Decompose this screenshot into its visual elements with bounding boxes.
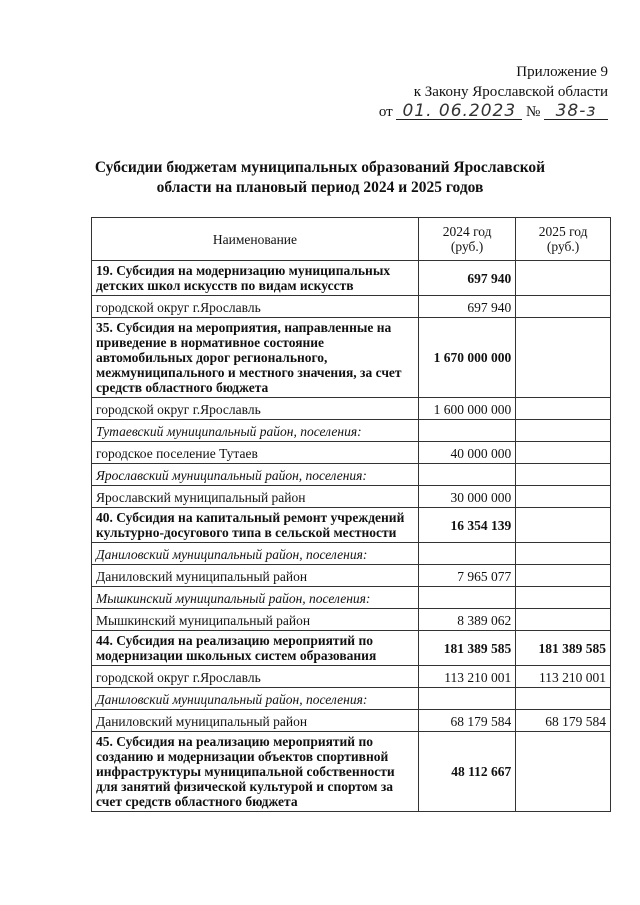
row-name-cell: 40. Субсидия на капитальный ремонт учреждений культурно-досугового типа в сельской местности [92, 508, 419, 543]
table-row-subsidy [92, 261, 611, 296]
col-header-2025-unit: (руб.) [546, 239, 580, 254]
number-sign: № [525, 104, 541, 120]
row-2025-cell: 68 179 584 [516, 710, 611, 732]
row-2025-cell: 113 210 001 [516, 666, 611, 688]
row-2025-cell [516, 587, 611, 609]
table-row-place [92, 565, 611, 587]
row-name-cell: Тутаевский муниципальный район, поселения: [92, 420, 419, 442]
row-name-cell: 35. Субсидия на мероприятия, направленные на приведение в нормативное состояние автомобильных дорог регионального, межмуниципального и местного значения, за счет средств областного бюджета [92, 318, 419, 398]
handwritten-date: 01. 06.2023 [396, 103, 522, 120]
col-header-2025 [516, 218, 611, 261]
row-name-cell: Мышкинский муниципальный район [92, 609, 419, 631]
table-row-place [92, 442, 611, 464]
table-row-region [92, 420, 611, 442]
row-name-cell: городской округ г.Ярославль [92, 398, 419, 420]
table-row-subsidy [92, 508, 611, 543]
appendix-label: Приложение 9 [516, 64, 608, 80]
appendix-header [368, 62, 608, 122]
table-row-place [92, 710, 611, 732]
row-name-cell: Даниловский муниципальный район [92, 565, 419, 587]
row-2024-cell: 40 000 000 [418, 442, 515, 464]
row-2025-cell [516, 486, 611, 508]
title-line-2: области на плановый период 2024 и 2025 годов [156, 179, 484, 196]
row-2025-cell [516, 543, 611, 565]
row-2024-cell [418, 587, 515, 609]
table-row-place [92, 666, 611, 688]
row-name-cell: 44. Субсидия на реализацию мероприятий по модернизации школьных систем образования [92, 631, 419, 666]
col-header-2024-year: 2024 год [442, 224, 492, 239]
row-2024-cell: 68 179 584 [418, 710, 515, 732]
table-row-place [92, 398, 611, 420]
row-2025-cell: 181 389 585 [516, 631, 611, 666]
subsidy-table [91, 217, 611, 812]
title-line-1: Субсидии бюджетам муниципальных образований Ярославской [94, 159, 546, 176]
row-2024-cell: 48 112 667 [418, 732, 515, 812]
table-row-place [92, 486, 611, 508]
row-2024-cell: 181 389 585 [418, 631, 515, 666]
row-2024-cell: 7 965 077 [418, 565, 515, 587]
table-row-region [92, 688, 611, 710]
row-2024-cell: 30 000 000 [418, 486, 515, 508]
col-header-2024-unit: (руб.) [450, 239, 484, 254]
row-name-cell: 45. Субсидия на реализацию мероприятий по созданию и модернизации объектов спортивной инфраструктуры муниципальной собственности для занятий физической культурой и спортом за счет средств областного бюджета [92, 732, 419, 812]
row-2024-cell: 113 210 001 [418, 666, 515, 688]
row-2024-cell: 1 600 000 000 [418, 398, 515, 420]
row-2025-cell [516, 318, 611, 398]
row-2025-cell [516, 508, 611, 543]
from-label: от [378, 104, 393, 120]
row-2024-cell [418, 688, 515, 710]
row-name-cell: Ярославский муниципальный район [92, 486, 419, 508]
row-name-cell: Мышкинский муниципальный район, поселения: [92, 587, 419, 609]
law-date-number-line [368, 102, 608, 122]
law-reference: к Закону Ярославской области [413, 84, 608, 100]
row-name-cell: городской округ г.Ярославль [92, 666, 419, 688]
row-2025-cell [516, 732, 611, 812]
table-header-row [92, 218, 611, 261]
row-2025-cell [516, 688, 611, 710]
row-2025-cell [516, 609, 611, 631]
row-2024-cell: 697 940 [418, 261, 515, 296]
row-2024-cell: 16 354 139 [418, 508, 515, 543]
table-row-region [92, 464, 611, 486]
row-2024-cell: 8 389 062 [418, 609, 515, 631]
table-row-subsidy [92, 631, 611, 666]
table-row-region [92, 543, 611, 565]
table-row-place [92, 296, 611, 318]
row-2025-cell [516, 565, 611, 587]
table-body [92, 261, 611, 812]
row-2025-cell [516, 296, 611, 318]
row-name-cell: 19. Субсидия на модернизацию муниципальных детских школ искусств по видам искусств [92, 261, 419, 296]
row-2024-cell [418, 420, 515, 442]
col-header-name: Наименование [92, 218, 419, 261]
row-2024-cell [418, 464, 515, 486]
row-2025-cell [516, 464, 611, 486]
table-row-subsidy [92, 732, 611, 812]
document-title [0, 158, 640, 198]
row-name-cell: Даниловский муниципальный район, поселения: [92, 688, 419, 710]
row-name-cell: городское поселение Тутаев [92, 442, 419, 464]
row-2024-cell: 697 940 [418, 296, 515, 318]
row-2024-cell [418, 543, 515, 565]
table-row-region [92, 587, 611, 609]
table-row-place [92, 609, 611, 631]
row-2024-cell: 1 670 000 000 [418, 318, 515, 398]
row-name-cell: Даниловский муниципальный район, поселения: [92, 543, 419, 565]
row-2025-cell [516, 398, 611, 420]
col-header-2024 [418, 218, 515, 261]
row-name-cell: Даниловский муниципальный район [92, 710, 419, 732]
row-name-cell: Ярославский муниципальный район, поселения: [92, 464, 419, 486]
row-2025-cell [516, 420, 611, 442]
row-2025-cell [516, 261, 611, 296]
row-name-cell: городской округ г.Ярославль [92, 296, 419, 318]
handwritten-number: 38-з [544, 103, 608, 120]
row-2025-cell [516, 442, 611, 464]
table-row-subsidy [92, 318, 611, 398]
col-header-2025-year: 2025 год [538, 224, 588, 239]
